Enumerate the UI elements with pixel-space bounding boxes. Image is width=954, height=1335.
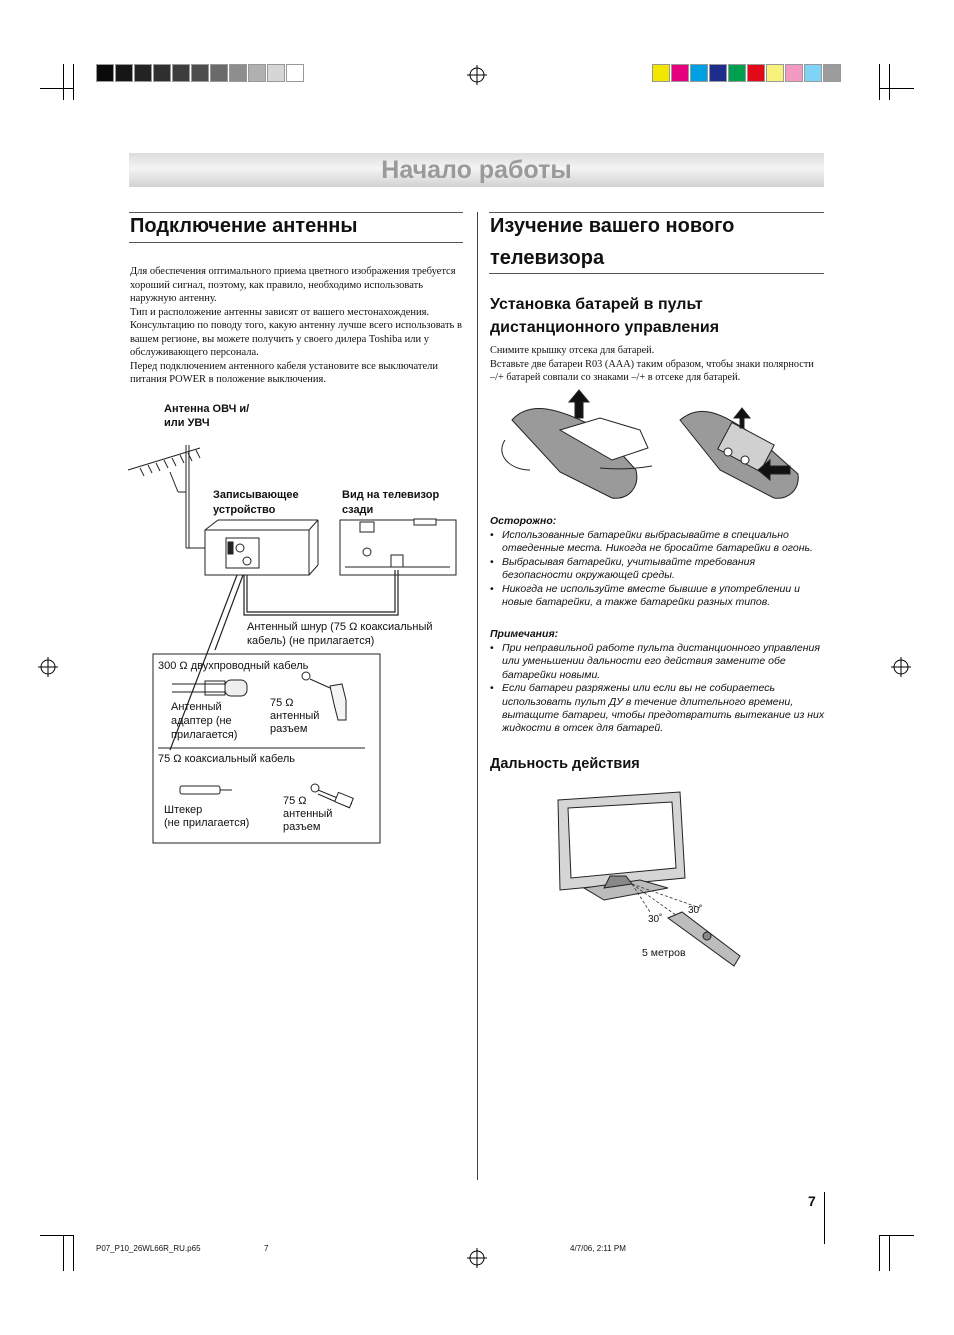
antenna-label: Антенна ОВЧ и/ или УВЧ [164,403,250,429]
caution-title: Осторожно: [490,515,557,527]
footer-date: 4/7/06, 2:11 PM [570,1244,626,1253]
intro-paragraph: Тип и расположение антенны зависят от вашего местонахождения. Консультацию по поводу того, какую антенну лучше всего использовать в вашем регионе, вы можете получить у своего дилера Toshiba или у обслуживающего персонала. [130,306,462,358]
twin-cable-label: 300 Ω двухпроводный кабель [158,660,309,672]
caution-item: • Никогда не используйте вместе бывшие в употреблении и новые батарейки, а также батарейки разных типов. [490,583,825,610]
footer-page: 7 [264,1244,269,1253]
coax-cable-label: 75 Ω коаксиальный кабель [158,753,296,765]
tv-heading: Изучение вашего нового телевизора [490,215,735,269]
battery-heading: Установка батарей в пульт дистанционного управления [490,296,720,336]
tv-rear-label: Вид на телевизор сзади [342,489,440,516]
note-item: • Если батареи разряжены или если вы не собираетесь использовать пульт ДУ в течение длительного времени, вытащите батареи, чтобы предотвратить вытекание из них жидкости в отсек для батарей. [490,682,825,736]
range-distance: 5 метров [642,947,686,959]
notes-title: Примечания: [490,628,559,640]
adapter-label: Антенный адаптер (не прилагается) [171,701,238,741]
footer-filename: P07_P10_26WL66R_RU.p65 [96,1244,201,1253]
note-item: • При неправильной работе пульта дистанционного управления или уменьшении дальности его действия замените обе батарейки новыми. [490,642,825,682]
battery-step: Снимите крышку отсека для батарей. [490,345,655,356]
socket-label-2: 75 Ω антенный разъем [283,795,333,833]
range-angle-left: 30˚ [648,914,663,925]
intro-paragraph: Перед подключением антенного кабеля установите все выключатели питания POWER в положение выключения. [130,360,439,385]
battery-step: Вставьте две батареи R03 (AAA) таким образом, чтобы знаки полярности –/+ батарей совпали со знаками –/+ в отсеке для батарей. [490,358,814,383]
page-title: Начало работы [381,156,572,184]
antenna-heading: Подключение антенны [130,215,358,237]
range-angle-right: 30˚ [688,905,703,916]
intro-paragraph: Для обеспечения оптимального приема цветного изображения требуется хороший сигнал, поэтому, как правило, необходимо использовать наружную антенну. [130,266,456,304]
plug-label: Штекер (не прилагается) [164,804,250,829]
range-heading: Дальность действия [490,756,640,772]
page-number: 7 [808,1193,816,1209]
caution-item: • Выбрасывая батарейки, учитывайте требования безопасности окружающей среды. [490,556,825,583]
tv-front-icon [558,792,685,900]
antenna-cable-label: Антенный шнур (75 Ω коаксиальный кабель) (не прилагается) [247,621,433,647]
recorder-label: Записывающее устройство [213,489,299,516]
caution-item: • Использованные батарейки выбрасывайте в специально отведенные места. Никогда не бросайте батарейки в огонь. [490,529,825,556]
socket-label-1: 75 Ω антенный разъем [270,697,320,735]
